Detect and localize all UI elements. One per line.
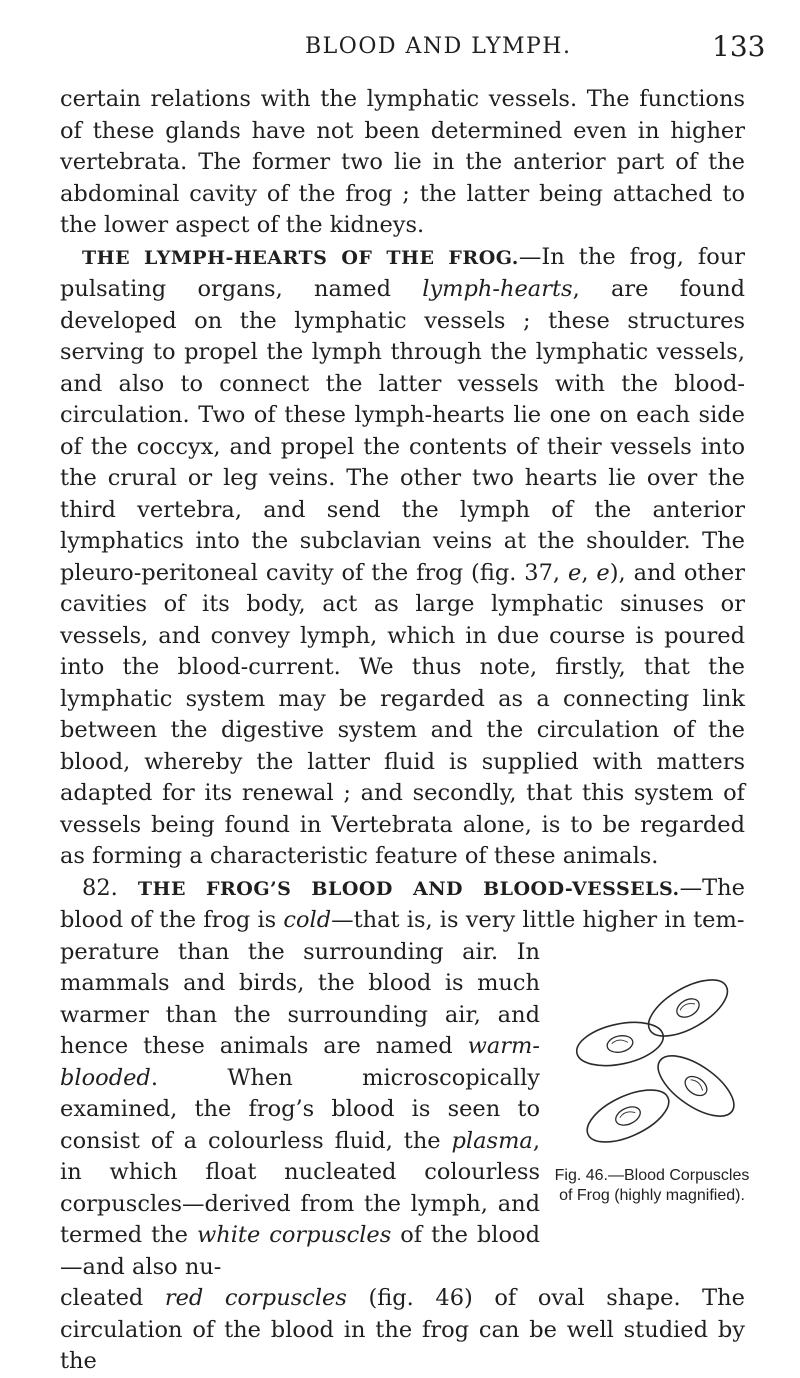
italic-term: cold bbox=[283, 907, 332, 933]
text-run: —The blood of the frog is bbox=[60, 874, 745, 933]
section-heading: THE LYMPH-HEARTS OF THE FROG. bbox=[82, 246, 519, 269]
paragraph-wrapped-beside-figure bbox=[60, 937, 540, 1284]
paragraph-lymph-hearts bbox=[60, 242, 745, 873]
text-run: , in which float nucleated colourless corpuscles—derived from the lymph, and termed the bbox=[60, 1127, 540, 1248]
paragraph-tail bbox=[60, 1283, 745, 1378]
red-corpuscle bbox=[640, 978, 736, 1047]
text-run: of the blood—and also nu- bbox=[60, 1222, 540, 1280]
italic-term: warm-blooded bbox=[60, 1033, 540, 1091]
italic-term: plasma bbox=[451, 1127, 533, 1154]
text-run: , bbox=[581, 559, 597, 586]
italic-term: white corpuscles bbox=[196, 1222, 392, 1248]
section-heading: THE FROG’S BLOOD AND BLOOD-VESSELS. bbox=[137, 877, 680, 900]
paragraph-glands bbox=[60, 84, 745, 242]
text-run: . When microscopically examined, the frog’s blood is seen to consist of a colourless fluid, the bbox=[60, 1064, 540, 1154]
blood-corpuscles-illustration bbox=[558, 978, 748, 1158]
paragraph-frogs-blood-intro bbox=[60, 873, 745, 937]
italic-term: lymph-hearts bbox=[422, 276, 573, 302]
figure-ref-letter: e bbox=[596, 559, 610, 586]
text-run: (fig. 46) of oval shape. The circulation of the blood in the frog can be well studied by the bbox=[60, 1285, 745, 1374]
section-number: 82. bbox=[82, 874, 118, 901]
running-title: BLOOD AND LYMPH. bbox=[305, 34, 572, 59]
text-run: —In the frog, four pulsating organs, named bbox=[60, 243, 745, 302]
text-run: ), and other cavities of its body, act as large lymphatic sinuses or vessels, and convey lymph, which in due course is poured into the blood-current. We thus note, firstly, that the lymphatic system may be regarded as a connecting link between the digestive system and the circulation of the blood, whereby the latter fluid is supplied with matters adapted for its renewal ; and secondly, that this system of vessels being found in Vertebrata alone, is to be regarded as forming a characteristic feature of these animals. bbox=[60, 559, 745, 869]
text-run: perature than the surrounding air. In mammals and birds, the blood is much warmer than the surrounding air, and hence these animals are named bbox=[60, 938, 540, 1059]
running-head bbox=[0, 28, 800, 68]
figure-ref-letter: e bbox=[568, 559, 582, 586]
page-number: 133 bbox=[712, 30, 766, 63]
italic-term: red corpuscles bbox=[164, 1285, 347, 1311]
paragraph-text: certain relations with the lymphatic vessels. The functions of these glands have not been determined even in higher vertebrata. The former two lie in the anterior part of the abdominal cavity of the frog ; the latter being attached to the lower aspect of the kidneys. bbox=[60, 86, 745, 238]
red-corpuscle bbox=[580, 1079, 677, 1152]
text-run: , are found developed on the lymphatic vessels ; these structures serving to propel the lymph through the lymphatic vessels, and also to connect the latter vessels with the blood-circulation. Two of these lymph-hearts lie one on each side of the coccyx, and propel the contents of their vessels into the crural or leg veins. The other two hearts lie over the third vertebra, and send the lymph of the anterior lymphatics into the subclavian veins at the shoulder. The pleuro-peritoneal cavity of the frog (fig. 37, bbox=[60, 276, 745, 586]
figure-caption: Fig. 46.—Blood Corpuscles of Frog (highly magnified). bbox=[554, 1167, 750, 1204]
text-run: cleated bbox=[60, 1285, 165, 1311]
figure-46 bbox=[552, 978, 752, 1206]
red-corpuscle bbox=[573, 1015, 667, 1072]
text-run: —that is, is very little higher in tem- bbox=[331, 907, 745, 933]
